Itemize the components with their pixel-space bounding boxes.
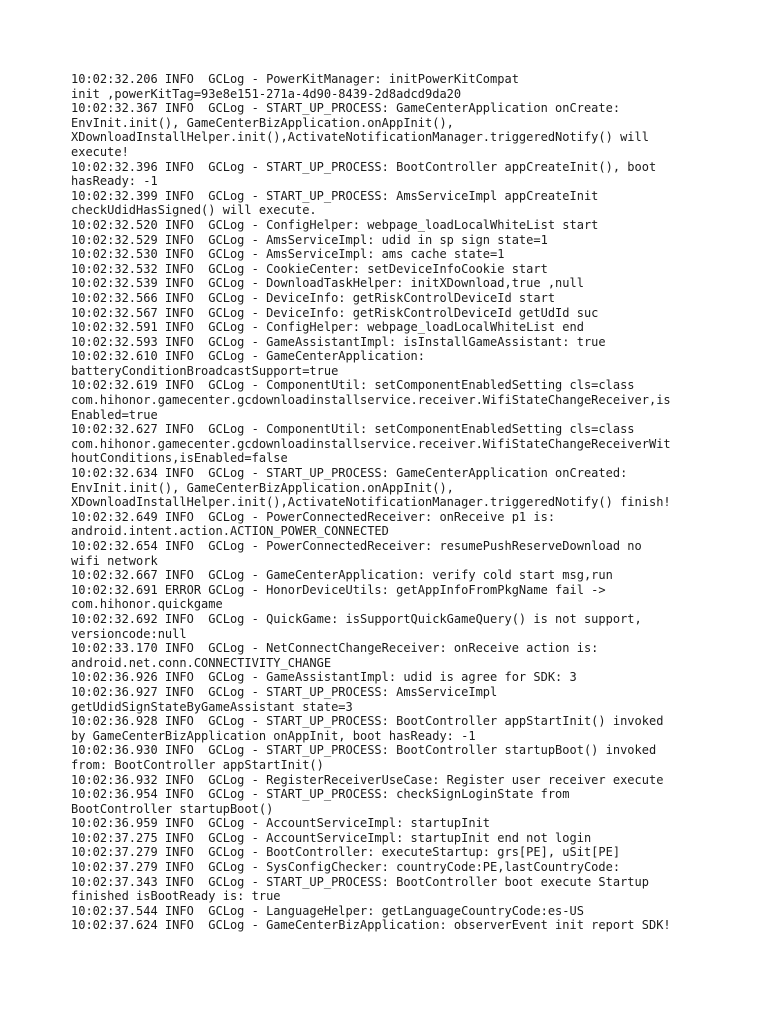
log-line: EnvInit.init(), GameCenterBizApplication.onAppInit(),	[71, 480, 454, 495]
log-line: EnvInit.init(), GameCenterBizApplication.onAppInit(),	[71, 115, 454, 130]
log-line: 10:02:32.367 INFO GCLog - START_UP_PROCESS: GameCenterApplication onCreate:	[71, 101, 621, 116]
log-line: 10:02:36.927 INFO GCLog - START_UP_PROCESS: AmsServiceImpl	[71, 684, 498, 699]
log-line: 10:02:32.520 INFO GCLog - ConfigHelper: webpage_loadLocalWhiteList start	[71, 217, 599, 232]
log-line: 10:02:32.532 INFO GCLog - CookieCenter: setDeviceInfoCookie start	[71, 261, 548, 276]
log-line: XDownloadInstallHelper.init(),ActivateNotificationManager.triggeredNotify() finish!	[71, 495, 671, 510]
log-line: 10:02:32.619 INFO GCLog - ComponentUtil: setComponentEnabledSetting cls=class	[71, 378, 635, 393]
log-line: com.hihonor.gamecenter.gcdownloadinstallservice.receiver.WifiStateChangeReceiverWit	[71, 436, 671, 451]
log-line: 10:02:33.170 INFO GCLog - NetConnectChangeReceiver: onReceive action is:	[71, 641, 599, 656]
log-line: 10:02:32.634 INFO GCLog - START_UP_PROCESS: GameCenterApplication onCreated:	[71, 466, 628, 481]
log-line: finished isBootReady is: true	[71, 889, 281, 904]
log-line: 10:02:32.539 INFO GCLog - DownloadTaskHelper: initXDownload,true ,null	[71, 276, 584, 291]
log-line: XDownloadInstallHelper.init(),ActivateNotificationManager.triggeredNotify() will	[71, 130, 649, 145]
log-line: 10:02:32.610 INFO GCLog - GameCenterApplication:	[71, 349, 426, 364]
log-line: 10:02:36.930 INFO GCLog - START_UP_PROCESS: BootController startupBoot() invoked	[71, 743, 657, 758]
log-text-body	[71, 72, 711, 933]
log-line: 10:02:32.396 INFO GCLog - START_UP_PROCESS: BootController appCreateInit(), boot	[71, 159, 657, 174]
log-line: 10:02:37.279 INFO GCLog - BootController: executeStartup: grs[PE], uSit[PE]	[71, 845, 621, 860]
log-line: 10:02:32.206 INFO GCLog - PowerKitManager: initPowerKitCompat	[71, 72, 519, 86]
log-line: 10:02:32.530 INFO GCLog - AmsServiceImpl: ams cache state=1	[71, 247, 505, 262]
log-line: wifi network	[71, 553, 158, 568]
log-line: 10:02:32.593 INFO GCLog - GameAssistantImpl: isInstallGameAssistant: true	[71, 334, 606, 349]
log-line: 10:02:32.627 INFO GCLog - ComponentUtil: setComponentEnabledSetting cls=class	[71, 422, 635, 437]
log-line: 10:02:32.691 ERROR GCLog - HonorDeviceUtils: getAppInfoFromPkgName fail ->	[71, 582, 606, 597]
log-line: 10:02:32.566 INFO GCLog - DeviceInfo: getRiskControlDeviceId start	[71, 290, 556, 305]
log-line: versioncode:null	[71, 626, 187, 641]
log-line: from: BootController appStartInit()	[71, 757, 324, 772]
log-line: by GameCenterBizApplication onAppInit, boot hasReady: -1	[71, 728, 476, 743]
log-line: 10:02:36.954 INFO GCLog - START_UP_PROCESS: checkSignLoginState from	[71, 787, 570, 802]
log-line: houtConditions,isEnabled=false	[71, 451, 288, 466]
log-line: execute!	[71, 144, 129, 159]
log-line: 10:02:32.692 INFO GCLog - QuickGame: isSupportQuickGameQuery() is not support,	[71, 611, 642, 626]
log-line: com.hihonor.gamecenter.gcdownloadinstallservice.receiver.WifiStateChangeReceiver,is	[71, 393, 671, 408]
log-line: 10:02:37.624 INFO GCLog - GameCenterBizApplication: observerEvent init report SDK!	[71, 918, 671, 933]
log-line: com.hihonor.quickgame	[71, 597, 223, 612]
log-line: 10:02:36.926 INFO GCLog - GameAssistantImpl: udid is agree for SDK: 3	[71, 670, 577, 685]
log-line: android.intent.action.ACTION_POWER_CONNECTED	[71, 524, 389, 539]
log-line: checkUdidHasSigned() will execute.	[71, 203, 317, 218]
log-line: 10:02:32.399 INFO GCLog - START_UP_PROCESS: AmsServiceImpl appCreateInit	[71, 188, 599, 203]
log-line: 10:02:37.544 INFO GCLog - LanguageHelper: getLanguageCountryCode:es-US	[71, 903, 584, 918]
log-line: 10:02:32.567 INFO GCLog - DeviceInfo: getRiskControlDeviceId getUdId suc	[71, 305, 599, 320]
log-line: android.net.conn.CONNECTIVITY_CHANGE	[71, 655, 332, 670]
log-line: 10:02:32.654 INFO GCLog - PowerConnectedReceiver: resumePushReserveDownload no	[71, 539, 642, 553]
log-line: BootController startupBoot()	[71, 801, 274, 816]
log-line: 10:02:36.928 INFO GCLog - START_UP_PROCESS: BootController appStartInit() invoked	[71, 714, 664, 729]
log-line: 10:02:32.649 INFO GCLog - PowerConnectedReceiver: onReceive p1 is:	[71, 509, 556, 524]
log-line: 10:02:32.529 INFO GCLog - AmsServiceImpl: udid in sp sign state=1	[71, 232, 548, 247]
log-line: 10:02:32.667 INFO GCLog - GameCenterApplication: verify cold start msg,run	[71, 568, 613, 583]
log-line: getUdidSignStateByGameAssistant state=3	[71, 699, 353, 714]
log-line: 10:02:37.343 INFO GCLog - START_UP_PROCESS: BootController boot execute Startup	[71, 874, 649, 889]
log-line: Enabled=true	[71, 407, 158, 422]
log-line: 10:02:36.932 INFO GCLog - RegisterReceiverUseCase: Register user receiver execute	[71, 772, 664, 787]
log-line: batteryConditionBroadcastSupport=true	[71, 363, 339, 378]
log-line: 10:02:37.275 INFO GCLog - AccountServiceImpl: startupInit end not login	[71, 830, 592, 845]
log-line: 10:02:37.279 INFO GCLog - SysConfigChecker: countryCode:PE,lastCountryCode:	[71, 860, 621, 875]
log-line: 10:02:32.591 INFO GCLog - ConfigHelper: webpage_loadLocalWhiteList end	[71, 320, 584, 335]
log-line: hasReady: -1	[71, 174, 158, 189]
log-line: init ,powerKitTag=93e8e151-271a-4d90-8439-2d8adcd9da20	[71, 86, 462, 101]
log-line: 10:02:36.959 INFO GCLog - AccountServiceImpl: startupInit	[71, 816, 491, 831]
